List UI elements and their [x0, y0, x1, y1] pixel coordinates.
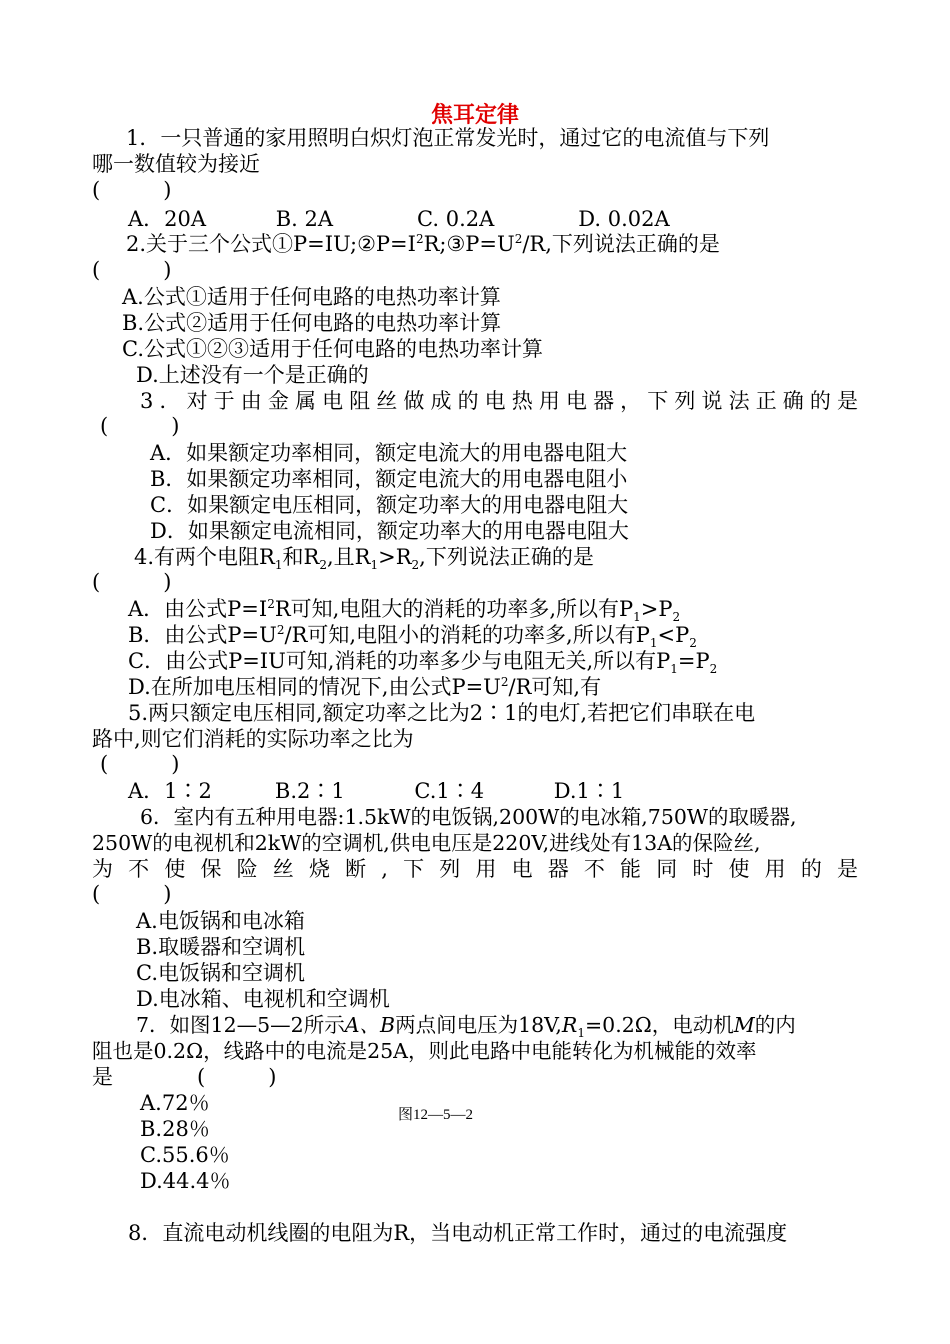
question-1-options: A．20A B. 2A C. 0.2A D. 0.02A — [128, 207, 670, 231]
question-3-option-d: D．如果额定电流相同，额定功率大的用电器电阻大 — [150, 519, 629, 543]
question-3-option-b: B．如果额定功率相同，额定电流大的用电器电阻小 — [150, 467, 628, 491]
question-4-option-a: A．由公式$P=I^2R$可知,电阻大的消耗的功率多,所以有$P_1>P_2$ — [128, 597, 681, 625]
question-8-stem: 8．直流电动机线圈的电阻为R，当电动机正常工作时，通过的电流强度 — [128, 1221, 788, 1245]
question-7-option-c: C.55.6％ — [140, 1143, 230, 1167]
question-4-option-c: C．由公式P=IU可知,消耗的功率多少与电阻无关,所以有$P_1=P_2$ — [128, 649, 718, 677]
question-7-option-a: A.72％ — [140, 1091, 210, 1115]
question-4-stem: 4.有两个电阻$R_1$和$R_2$,且$R_1>R_2$,下列说法正确的是 — [134, 545, 594, 573]
question-4-option-b: B．由公式$P=U^2/R$可知,电阻小的消耗的功率多,所以有$P_1<P_2$ — [128, 623, 697, 651]
question-3-stem: 3．对于由金属电阻丝做成的电热用电器，下列说法正确的是 — [140, 389, 858, 413]
question-2-option-c: C.公式①②③适用于任何电路的电热功率计算 — [122, 337, 543, 361]
question-7-stem: 7．如图12—5—2所示A、B两点间电压为$18V,R_1=0.2\Omega$，电动机M的内 — [136, 1013, 796, 1041]
question-1-stem-cont: 哪一数值较为接近 — [92, 152, 260, 176]
question-1-stem: 1．一只普通的家用照明白炽灯泡正常发光时，通过它的电流值与下列 — [126, 126, 770, 150]
question-2-option-a: A.公式①适用于任何电路的电热功率计算 — [122, 285, 501, 309]
question-7-stem-cont: 阻也是0.2Ω，线路中的电流是25A，则此电路中电能转化为机械能的效率 — [92, 1039, 757, 1063]
question-4-answer-paren: ( ) — [92, 570, 172, 594]
question-6-stem-end: 为不使保险丝烧断,下列用电器不能同时使用的是 — [92, 857, 858, 881]
question-5-stem: 5.两只额定电压相同,额定功率之比为2∶1的电灯,若把它们串联在电 — [128, 701, 756, 725]
question-7-option-d: D.44.4％ — [140, 1169, 231, 1193]
question-3-answer-paren: ( ) — [100, 414, 180, 438]
question-2-option-d: D.上述没有一个是正确的 — [136, 363, 369, 387]
question-6-answer-paren: ( ) — [92, 882, 172, 906]
figure-caption: 图12—5—2 — [398, 1107, 474, 1123]
question-6-option-c: C.电饭锅和空调机 — [136, 961, 305, 985]
question-3-option-c: C．如果额定电压相同，额定功率大的用电器电阻大 — [150, 493, 629, 517]
question-2-option-b: B.公式②适用于任何电路的电热功率计算 — [122, 311, 502, 335]
question-1-answer-paren: ( ) — [92, 178, 172, 202]
question-5-answer-paren: ( ) — [100, 752, 180, 776]
question-3-option-a: A．如果额定功率相同，额定电流大的用电器电阻大 — [150, 441, 628, 465]
question-6-option-d: D.电冰箱、电视机和空调机 — [136, 987, 390, 1011]
question-6-stem-cont: 250W的电视机和2kW的空调机,供电电压是220V,进线处有13A的保险丝, — [92, 831, 761, 855]
question-7-option-b: B.28％ — [140, 1117, 210, 1141]
question-5-stem-cont: 路中,则它们消耗的实际功率之比为 — [92, 727, 414, 751]
page-title: 焦耳定律 — [430, 103, 519, 128]
question-6-option-a: A.电饭锅和电冰箱 — [136, 909, 305, 933]
question-2-stem: 2.关于三个公式$①P=IU;②P=I^2R;③P=U^2/R$,下列说法正确的是 — [126, 232, 720, 256]
question-6-stem: 6．室内有五种用电器:1.5kW的电饭锅,200W的电冰箱,750W的取暖器, — [140, 805, 797, 829]
question-7-answer-paren: 是 ( ) — [92, 1065, 277, 1089]
question-2-answer-paren: ( ) — [92, 258, 172, 282]
question-4-option-d: D.在所加电压相同的情况下,由公式$P=U^2/R$可知,有 — [128, 675, 602, 699]
question-6-option-b: B.取暖器和空调机 — [136, 935, 306, 959]
question-5-options: A．1∶2 B.2∶1 C.1∶4 D.1∶1 — [128, 779, 625, 803]
